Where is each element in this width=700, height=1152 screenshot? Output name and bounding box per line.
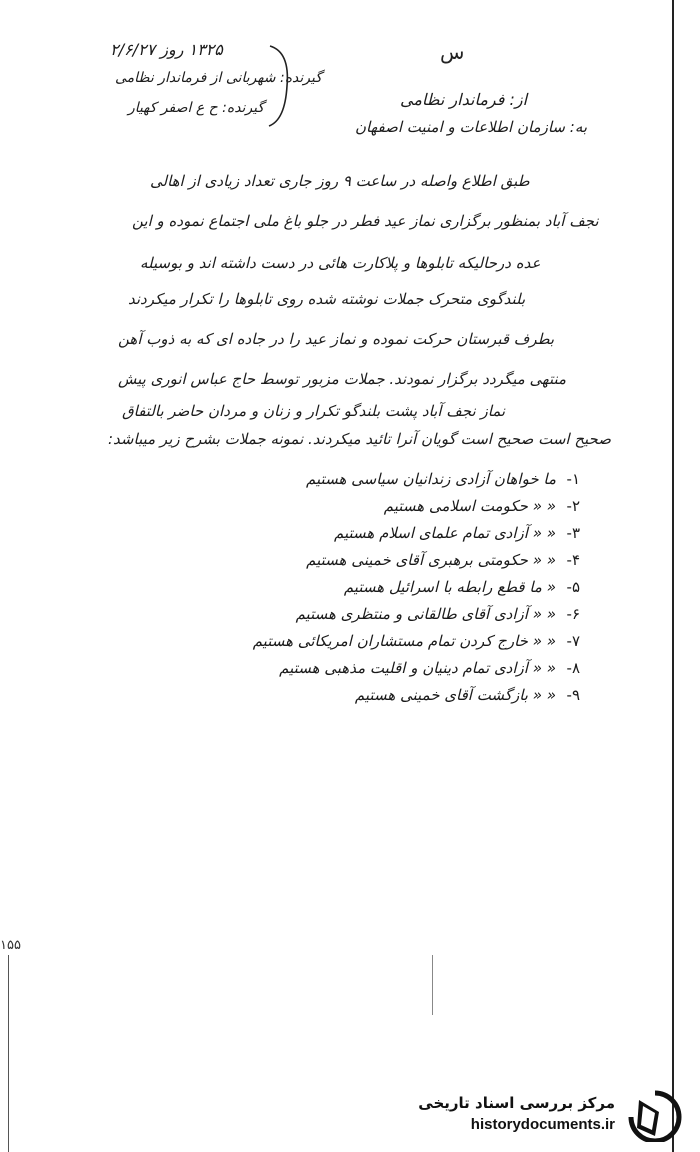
body-line: نماز نجف آباد پشت بلندگو تکرار و زنان و مردان حاضر بالتفاق: [122, 402, 506, 420]
list-item-number: ۹-: [566, 686, 580, 704]
routing-annotation-1: گیرنده: شهربانی از فرماندار نظامی: [115, 70, 322, 86]
list-item-number: ۲-: [566, 497, 580, 515]
list-item-number: ۳-: [566, 524, 580, 542]
left-margin-line: [8, 955, 9, 1152]
subject-line: به: سازمان اطلاعات و امنیت اصفهان: [355, 118, 588, 136]
list-item-text: « « حکومت اسلامی هستیم: [383, 497, 556, 515]
right-edge-line: [672, 0, 674, 1152]
list-item-text: « ما قطع رابطه با اسرائیل هستیم: [343, 578, 556, 596]
body-line: نجف آباد بمنظور برگزاری نماز عید فطر در جلو باغ ملی اجتماع نموده و این: [132, 212, 599, 230]
list-item: [200, 524, 580, 551]
initial-mark: س: [440, 40, 465, 64]
list-item-text: « « بازگشت آقای خمینی هستیم: [354, 686, 556, 704]
margin-page-number: ۱۵۵: [0, 938, 21, 953]
list-item-number: ۸-: [566, 659, 580, 677]
archive-logo: [415, 1088, 695, 1148]
list-item: [200, 686, 580, 713]
center-divider-line: [432, 955, 433, 1015]
body-line: عده درحالیکه تابلوها و پلاکارت هائی در دست داشته اند و بوسیله: [140, 254, 541, 272]
bracket-mark: [265, 42, 295, 130]
body-line: طبق اطلاع واصله در ساعت ۹ روز جاری تعداد زیادی از اهالی: [150, 172, 530, 190]
archive-url: historydocuments.ir: [470, 1116, 615, 1133]
list-item-text: « « آزادی تمام علمای اسلام هستیم: [333, 524, 556, 542]
list-item-number: ۴-: [566, 551, 580, 569]
archive-emblem-icon: [625, 1090, 685, 1142]
list-item: [200, 470, 580, 497]
body-line: منتهی میگردد برگزار نمودند. جملات مزبور توسط حاج عباس انوری پیش: [118, 370, 567, 388]
list-item-text: « « حکومتی برهبری آقای خمینی هستیم: [306, 551, 556, 569]
list-item-text: ما خواهان آزادی زندانیان سیاسی هستیم: [306, 470, 556, 488]
list-item-number: ۶-: [566, 605, 580, 623]
list-item: [200, 497, 580, 524]
list-item-number: ۷-: [566, 632, 580, 650]
list-item-text: « « خارج کردن تمام مستشاران امریکائی هستیم: [252, 632, 556, 650]
body-line: بلندگوی متحرک جملات نوشته شده روی تابلوها را تکرار میکردند: [128, 290, 526, 308]
list-item-number: ۱-: [566, 470, 580, 488]
list-item-text: « « آزادی تمام دینیان و اقلیت مذهبی هستیم: [279, 659, 556, 677]
list-item: [200, 551, 580, 578]
list-item-number: ۵-: [566, 578, 580, 596]
list-item: [200, 659, 580, 686]
from-line: از: فرماندار نظامی: [400, 90, 528, 109]
list-item: [200, 578, 580, 605]
routing-annotation-2: گیرنده: ح ع اصفر کهیار: [128, 100, 265, 116]
list-item: [200, 605, 580, 632]
archive-name: مرکز بررسی اسناد تاریخی: [418, 1094, 615, 1112]
list-item-text: « « آزادی آقای طالقانی و منتظری هستیم: [295, 605, 556, 623]
slogan-list: [200, 470, 580, 713]
list-item: [200, 632, 580, 659]
body-line: صحیح است صحیح است گویان آنرا تائید میکردند. نمونه جملات بشرح زیر میباشد:: [108, 430, 611, 448]
body-line: بطرف قبرستان حرکت نموده و نماز عید را در جاده ای که به ذوب آهن: [118, 330, 555, 348]
date-line: ۱۳۲۵ روز ۲/۶/۲۷: [110, 40, 223, 59]
